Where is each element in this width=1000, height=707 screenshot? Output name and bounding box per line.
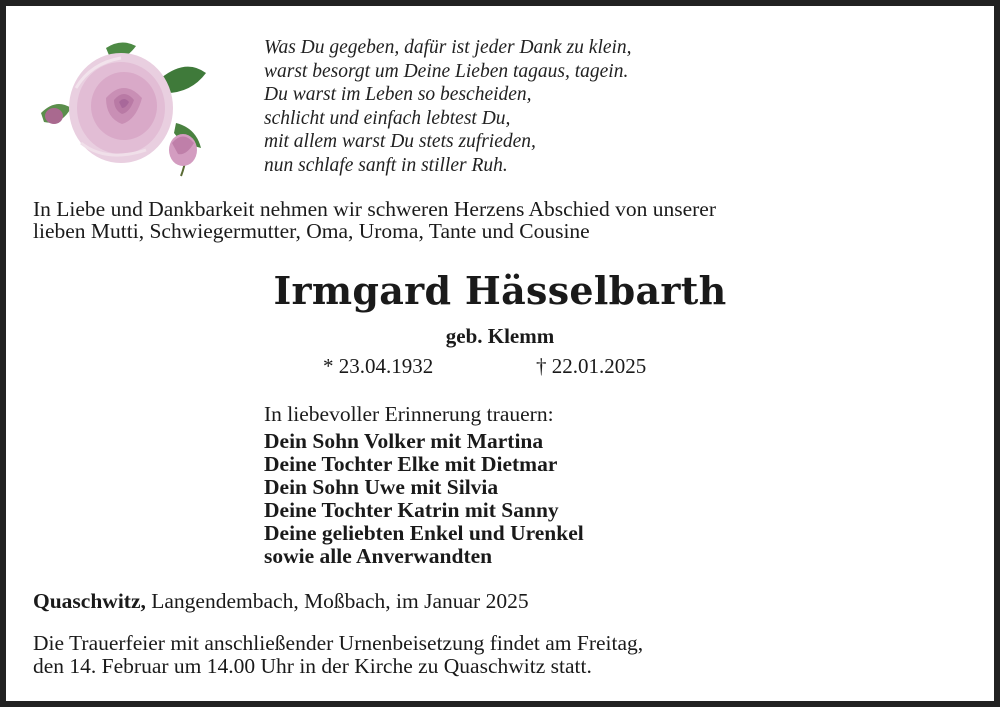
maiden-name: geb. Klemm: [445, 324, 555, 348]
poem-line: nun schlafe sanft in stiller Ruh.: [264, 154, 508, 176]
death-date: † 22.01.2025: [536, 354, 647, 378]
poem-line: mit allem warst Du stets zufrieden,: [264, 131, 536, 152]
mourner-line: Dein Sohn Uwe mit Silvia: [264, 475, 499, 499]
service-info: [33, 632, 973, 678]
poem-line: Du warst im Leben so bescheiden,: [264, 84, 532, 105]
deceased-name: Irmgard Hässelbarth: [273, 268, 727, 313]
poem-line: warst besorgt um Deine Lieben tagaus, tagein.: [264, 60, 629, 82]
mourning-intro: In liebevoller Erinnerung trauern:: [264, 402, 554, 426]
intro-line: lieben Mutti, Schwiegermutter, Oma, Uroma, Tante und Cousine: [33, 219, 590, 243]
mourner-line: sowie alle Anverwandten: [264, 544, 493, 568]
mourners-list: [264, 430, 584, 568]
mourner-line: Deine Tochter Elke mit Dietmar: [264, 452, 558, 476]
rose-icon: [36, 38, 211, 178]
poem: [264, 36, 632, 177]
poem-line: Was Du gegeben, dafür ist jeder Dank zu klein,: [264, 37, 632, 58]
service-line: den 14. Februar um 14.00 Uhr in der Kirche zu Quaschwitz statt.: [33, 654, 592, 678]
mourner-line: Deine geliebten Enkel und Urenkel: [264, 521, 584, 545]
obituary-notice: [6, 6, 994, 701]
intro-line: In Liebe und Dankbarkeit nehmen wir schweren Herzens Abschied von unserer: [33, 197, 716, 221]
birth-date: * 23.04.1932: [323, 354, 434, 378]
mourner-line: Dein Sohn Volker mit Martina: [264, 429, 544, 453]
intro-text: [33, 198, 973, 242]
place-rest: Langendembach, Moßbach, im Januar 2025: [145, 589, 529, 613]
place-main: Quaschwitz,: [33, 589, 146, 613]
place-date: [33, 589, 529, 614]
service-line: Die Trauerfeier mit anschließender Urnenbeisetzung findet am Freitag,: [33, 631, 644, 655]
mourner-line: Deine Tochter Katrin mit Sanny: [264, 498, 559, 522]
poem-line: schlicht und einfach lebtest Du,: [264, 107, 511, 129]
